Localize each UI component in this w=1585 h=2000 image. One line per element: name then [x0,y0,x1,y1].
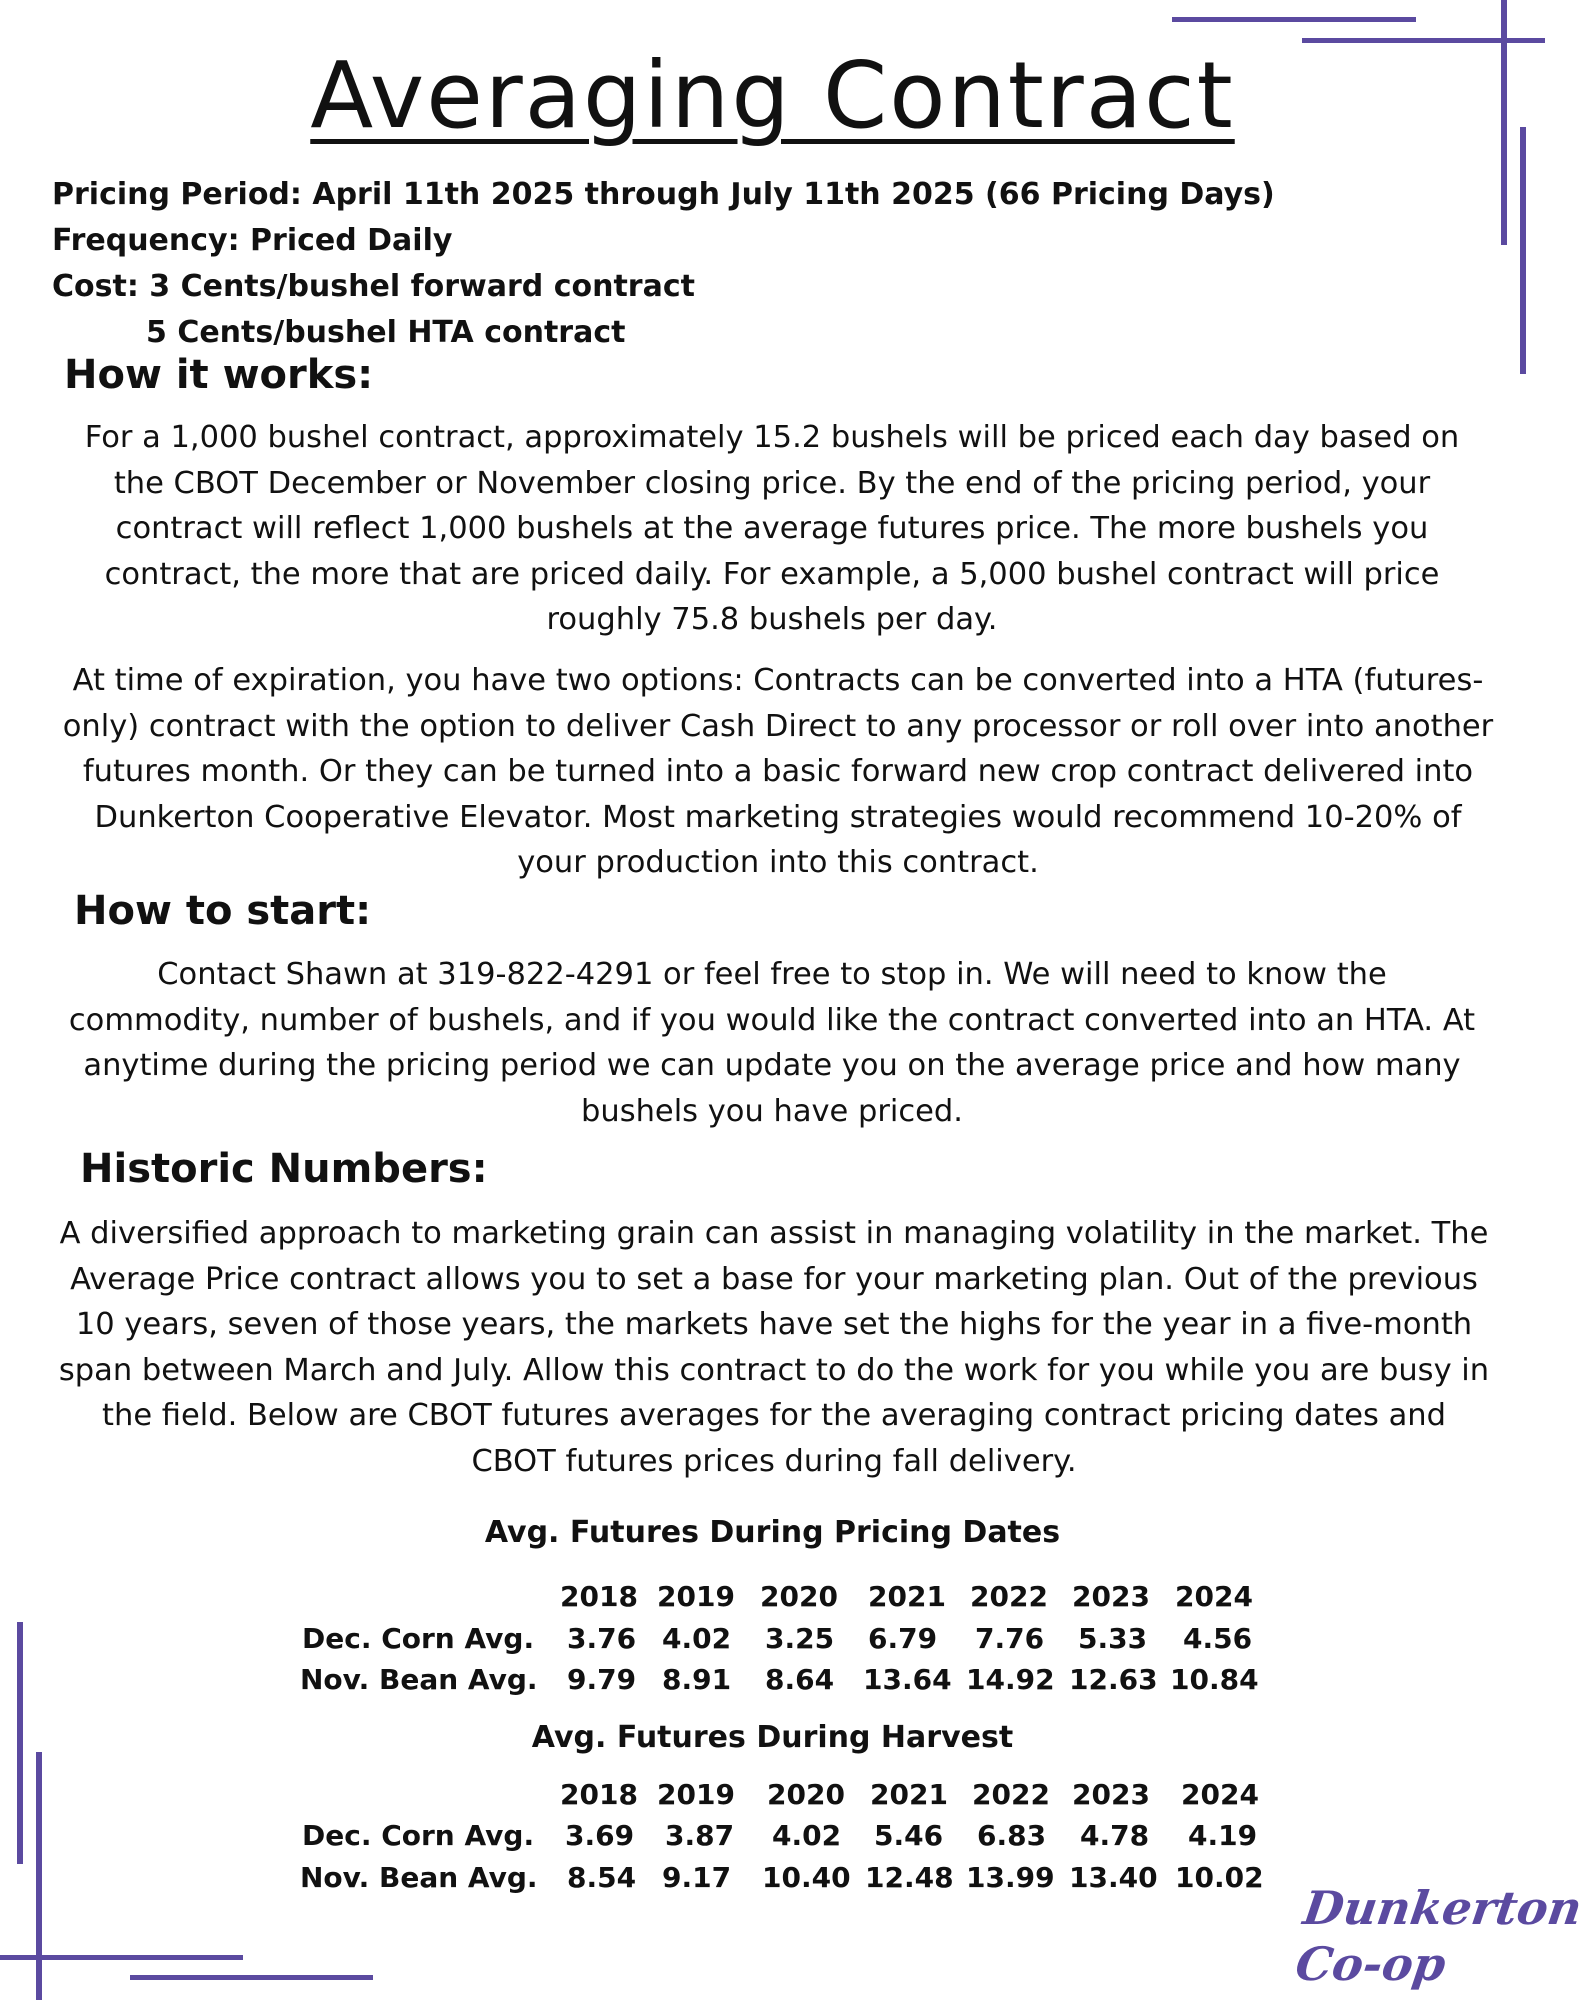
logo-line-2: Co-op [1292,1937,1450,1991]
pricing-table-title: Avg. Futures During Pricing Dates [484,1515,1061,1550]
corn-row-label: Dec. Corn Avg. [302,1622,535,1655]
page-title: Averaging Contract [310,42,1235,149]
value-cell: 5.33 [1078,1622,1148,1655]
how-it-works-paragraph-1: For a 1,000 bushel contract, approximately 15.2 bushels will be priced each day based on the CBOT December or November closing price. By the end of the pricing period, your contract will reflect 1,000 bushels at the average futures price. The more bushels you contract, the more that are priced daily. For example, a 5,000 bushel contract will price roughly 75.8 bushels per day. [84,420,1460,637]
value-cell: 9.17 [662,1861,732,1894]
year-cell: 2023 [1072,1580,1150,1613]
year-cell: 2024 [1181,1778,1259,1811]
frequency: Frequency: Priced Daily [52,223,453,258]
value-cell: 7.76 [975,1622,1045,1655]
value-cell: 13.64 [863,1663,952,1696]
contract-info [52,172,1352,356]
bean-row-label: Nov. Bean Avg. [300,1663,538,1696]
decorative-line [1172,17,1416,22]
year-cell: 2019 [657,1778,735,1811]
year-cell: 2022 [970,1580,1048,1613]
cost-forward: Cost: 3 Cents/bushel forward contract [52,269,695,304]
decorative-line [36,1752,42,2000]
value-cell: 8.64 [765,1663,835,1696]
value-cell: 13.99 [966,1861,1055,1894]
historic-numbers-paragraph: A diversified approach to marketing grain can assist in managing volatility in the market. The Average Price contract allows you to set a base for your marketing plan. Out of the previous 10 years, seven of those years, the markets have set the highs for the year in a five-month span between March and July. Allow this contract to do the work for you while you are busy in the field. Below are CBOT futures averages for the averaging contract pricing dates and CBOT futures prices during fall delivery. [58,1216,1490,1479]
year-cell: 2018 [560,1580,638,1613]
pricing-period: Pricing Period: April 11th 2025 through July 11th 2025 (66 Pricing Days) [52,177,1275,212]
value-cell: 12.48 [865,1861,954,1894]
cost-hta: 5 Cents/bushel HTA contract [146,315,626,350]
how-it-works-paragraph-2: At time of expiration, you have two options: Contracts can be converted into a HTA (futures-only) contract with the option to deliver Cash Direct to any processor or roll over into another futures month. Or they can be turned into a basic forward new crop contract delivered into Dunkerton Cooperative Elevator. Most marketing strategies would recommend 10-20% of your production into this contract. [62,663,1494,880]
value-cell: 8.91 [662,1663,732,1696]
value-cell: 3.69 [565,1819,635,1852]
value-cell: 4.78 [1080,1819,1150,1852]
value-cell: 10.40 [762,1861,851,1894]
year-cell: 2023 [1072,1778,1150,1811]
value-cell: 6.79 [868,1622,938,1655]
harvest-table-title: Avg. Futures During Harvest [531,1720,1014,1755]
bean-row-label: Nov. Bean Avg. [300,1861,538,1894]
decorative-line [0,1955,243,1960]
value-cell: 13.40 [1069,1861,1158,1894]
value-cell: 3.76 [567,1622,637,1655]
value-cell: 10.84 [1170,1663,1259,1696]
value-cell: 3.25 [765,1622,835,1655]
value-cell: 3.87 [665,1819,735,1852]
corn-row-label: Dec. Corn Avg. [302,1819,535,1852]
logo-line-1: Dunkerton [1300,1881,1585,1935]
decorative-line [130,1975,373,1980]
value-cell: 6.83 [977,1819,1047,1852]
how-to-start-heading: How to start: [74,888,372,934]
how-it-works-heading: How it works: [64,352,374,398]
value-cell: 10.02 [1175,1861,1264,1894]
year-cell: 2020 [767,1778,845,1811]
how-to-start-paragraph: Contact Shawn at 319-822-4291 or feel free to stop in. We will need to know the commodity, number of bushels, and if you would like the contract converted into an HTA. At anytime during the pricing period we can update you on the average price and how many bushels you have priced. [68,957,1476,1129]
year-cell: 2018 [560,1778,638,1811]
value-cell: 9.79 [567,1663,637,1696]
year-cell: 2022 [972,1778,1050,1811]
value-cell: 4.19 [1188,1819,1258,1852]
value-cell: 8.54 [567,1861,637,1894]
value-cell: 4.02 [772,1819,842,1852]
historic-numbers-heading: Historic Numbers: [80,1146,488,1192]
value-cell: 14.92 [966,1663,1055,1696]
year-cell: 2020 [760,1580,838,1613]
dunkerton-coop-logo [1292,1880,1585,1992]
year-cell: 2019 [657,1580,735,1613]
value-cell: 12.63 [1069,1663,1158,1696]
year-cell: 2021 [870,1778,948,1811]
decorative-line [1520,127,1526,374]
value-cell: 5.46 [874,1819,944,1852]
value-cell: 4.02 [662,1622,732,1655]
value-cell: 4.56 [1183,1622,1253,1655]
year-cell: 2024 [1175,1580,1253,1613]
year-cell: 2021 [868,1580,946,1613]
